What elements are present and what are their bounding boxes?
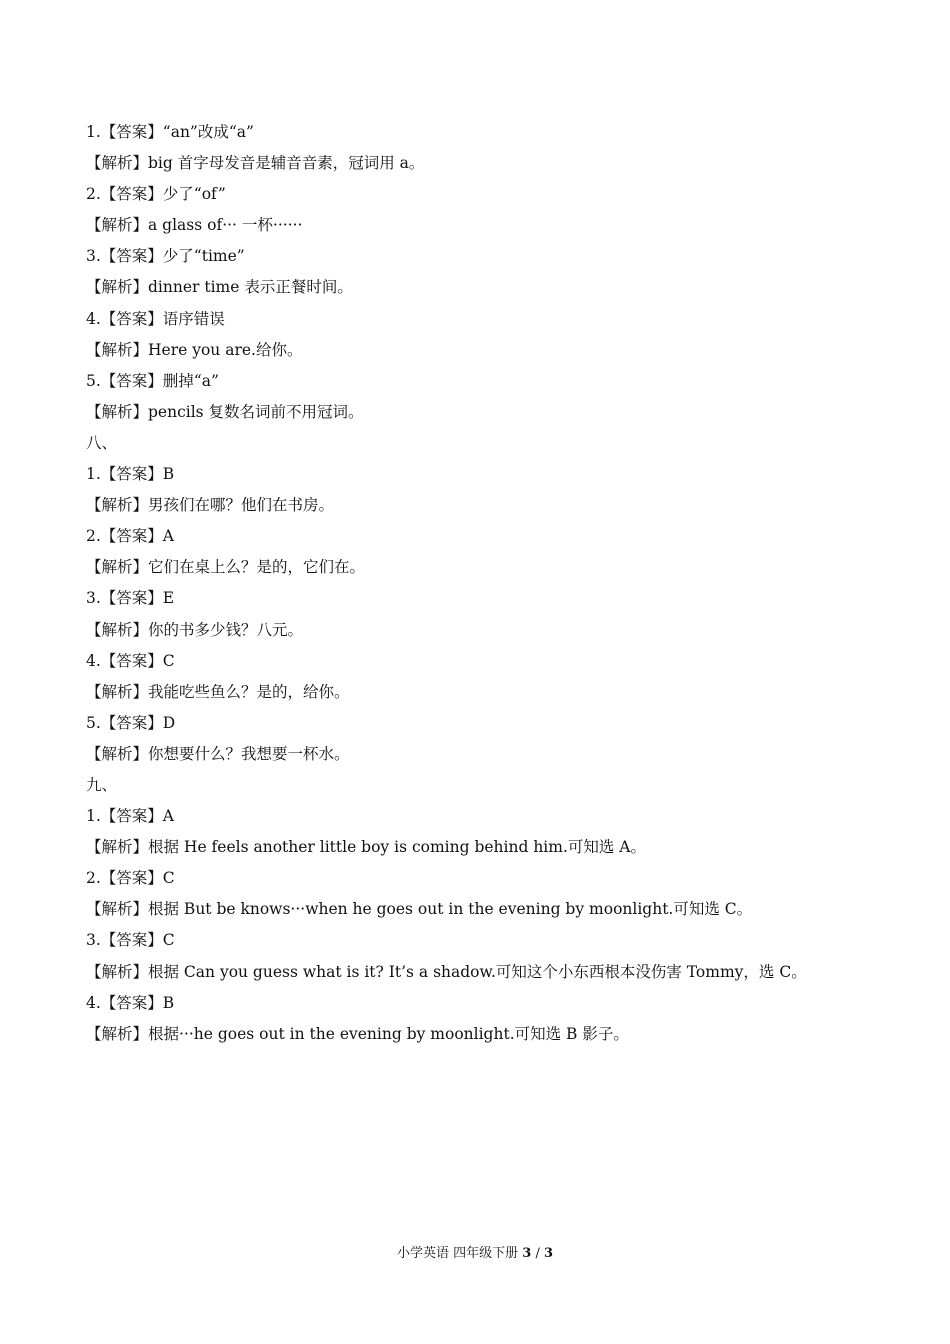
- page-footer: [0, 1244, 950, 1264]
- text-line: 2.【答案】A: [86, 527, 174, 546]
- text-line: 【解析】dinner time 表示正餐时间。: [86, 278, 353, 297]
- text-line: 2.【答案】少了“of”: [86, 185, 226, 204]
- page-total: 3: [543, 1246, 554, 1261]
- text-line: 【解析】big 首字母发音是辅音音素，冠词用 a。: [86, 154, 425, 173]
- text-line: 2.【答案】C: [86, 869, 175, 888]
- text-line: 【解析】Here you are.给你。: [86, 340, 303, 359]
- section-heading: 八、: [86, 433, 118, 452]
- section-heading: 九、: [86, 775, 118, 794]
- text-line: 【解析】它们在桌上么？是的，它们在。: [86, 558, 366, 577]
- text-line: 【解析】pencils 复数名词前不用冠词。: [86, 402, 364, 421]
- text-line: 【解析】你想要什么？我想要一杯水。: [86, 744, 350, 763]
- text-line: 【解析】根据···he goes out in the evening by moonlight.可知选 B 影子。: [86, 1024, 629, 1043]
- text-line: 4.【答案】B: [86, 993, 175, 1012]
- text-line: 3.【答案】少了“time”: [86, 247, 245, 266]
- page-separator: /: [535, 1246, 540, 1261]
- text-line: 【解析】你的书多少钱？八元。: [86, 620, 304, 639]
- text-line: 3.【答案】E: [86, 589, 175, 608]
- text-line: 【解析】男孩们在哪？他们在书房。: [86, 496, 335, 515]
- footer-label: 小学英语 四年级下册: [396, 1246, 519, 1261]
- text-line: 【解析】根据 He feels another little boy is coming behind him.可知选 A。: [86, 838, 646, 857]
- text-line: 【解析】根据 But be knows···when he goes out in the evening by moonlight.可知选 C。: [86, 900, 753, 919]
- text-line: 5.【答案】删掉“a”: [86, 371, 219, 390]
- text-line: 【解析】根据 Can you guess what is it? It’s a shadow.可知这个小东西根本没伤害 Tommy，选 C。: [86, 962, 807, 981]
- text-line: 【解析】我能吃些鱼么？是的，给你。: [86, 682, 350, 701]
- text-line: 1.【答案】“an”改成“a”: [86, 123, 254, 141]
- text-line: 4.【答案】语序错误: [86, 309, 225, 328]
- text-line: 【解析】a glass of··· 一杯······: [86, 216, 303, 235]
- answer-content: [86, 117, 876, 1050]
- text-line: 1.【答案】B: [86, 465, 175, 484]
- page-number: 3: [522, 1246, 532, 1261]
- text-line: 3.【答案】C: [86, 931, 175, 950]
- text-line: 1.【答案】A: [86, 807, 174, 826]
- text-line: 5.【答案】D: [86, 713, 176, 732]
- text-line: 4.【答案】C: [86, 651, 175, 670]
